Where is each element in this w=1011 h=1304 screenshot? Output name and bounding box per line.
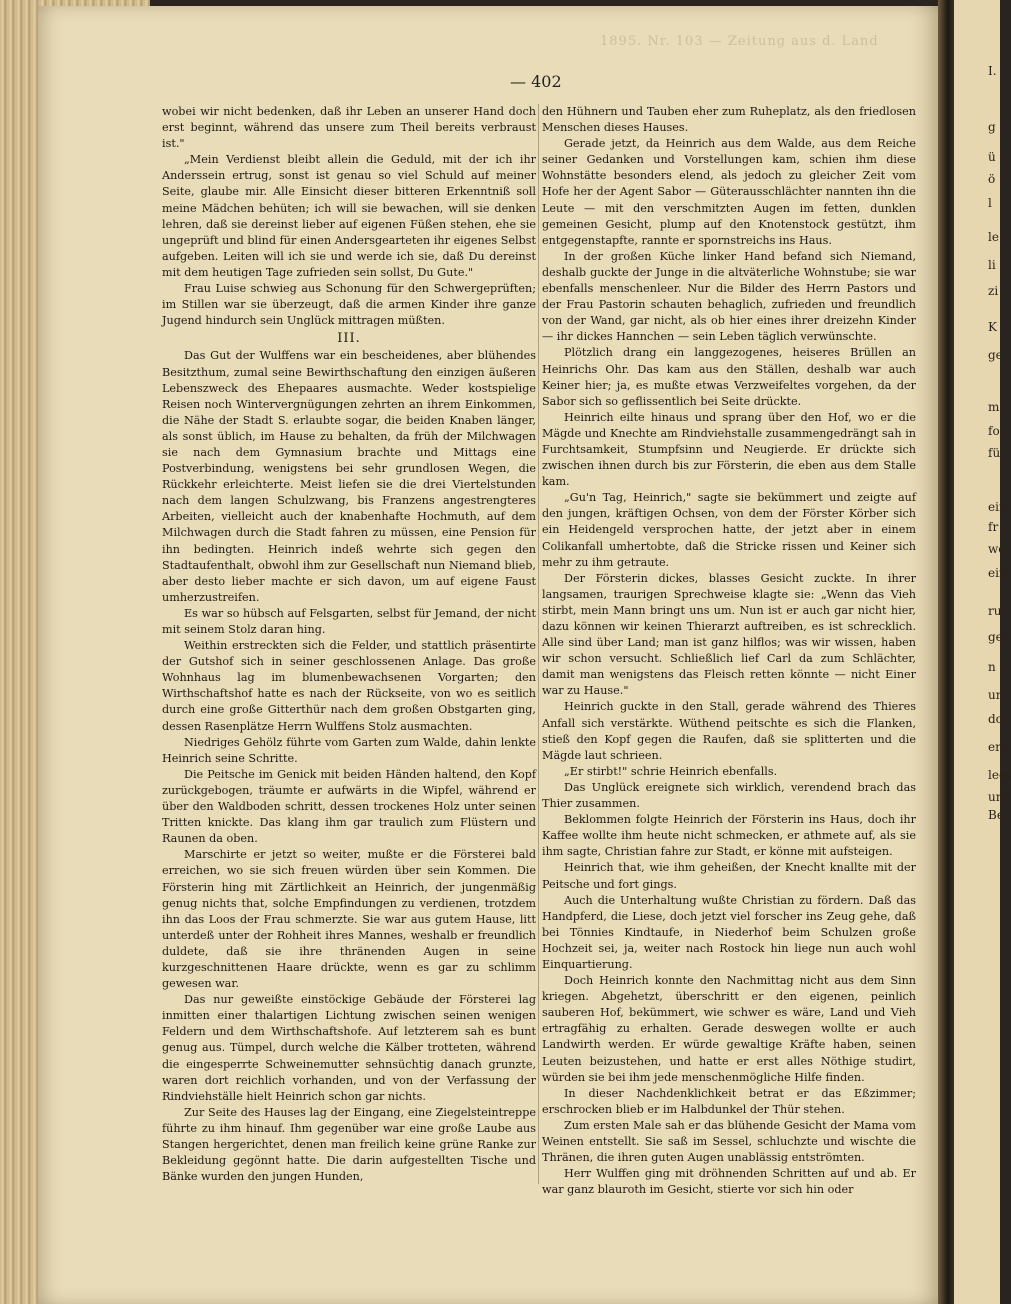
next-page-fragment: fü (988, 446, 1001, 460)
right-column (542, 104, 916, 1198)
column-divider (538, 104, 539, 1184)
paragraph: Weithin erstreckten sich die Felder, und stattlich präsentirte der Gutshof sich in seiner geschlossenen Anlage. Das große Wohnhaus lag im blumenbewachsenen Vorgarten; den Wirthschaftshof hatte es nach der Rückseite, von wo es seitlich durch eine große Gitterthür nach dem großen Obstgarten ging, dessen Rasenplätze Herrn Wulffens Stolz ausmachten. (162, 639, 536, 733)
paragraph: Der Försterin dickes, blasses Gesicht zuckte. In ihrer langsamen, traurigen Sprechweise klagte sie: „Wenn das Vieh stirbt, mein Mann bringt uns um. Nun ist er auch gar nicht hier, dazu können wir keinen Thierarzt auftreiben, es ist schrecklich. Alle sind über Land; man ist ganz hilflos; was wir wissen, haben wir schon versucht. Schließlich lief Carl da zum Schlächter, damit man wenigstens das Fleisch retten könnte — nicht Einer war zu Hause." (542, 571, 916, 698)
next-page-fragment: ru (988, 604, 1002, 618)
paragraph: Das Gut der Wulffens war ein bescheidenes, aber blühendes Besitzthum, zumal seine Bewirthschaftung den einzigen äußeren Lebenszweck des Ehepaares ausmachte. Weder kostspielige Reisen noch Wintervergnügungen zehrten an ihrem Einkommen, die Nähe der Stadt S. erlaubte sogar, die beiden Knaben länger, als sonst üblich, im Hause zu behalten, da früh der Milchwagen sie nach dem Gymnasium brachte und Mittags eine Postverbindung, wenigstens bei sehr grundlosen Wegen, die Rückkehr erleichterte. Meist liefen sie die drei Viertelstunden nach dem langen Schulzwang, bis Franzens angestrengteres Arbeiten, vielleicht auch der knabenhafte Hochmuth, auf dem Milchwagen durch die Stadt fahren zu müssen, eine Pension für ihn bedingten. Heinrich indeß wehrte sich gegen den Stadtaufenthalt, obwohl ihm zur Gesellschaft nun Niemand blieb, aber desto lieber machte er sich davon, um auf eigene Faust umherzustreifen. (162, 349, 536, 604)
paragraph: Doch Heinrich konnte den Nachmittag nicht aus dem Sinn kriegen. Abgehetzt, überschritt er den eigenen, peinlich sauberen Hof, bekümmert, wie schwer es wäre, Land und Vieh ertragfähig zu erhalten. Gerade deswegen wollte er auch Landwirth werden. Er würde gewaltige Kräfte haben, seinen Leuten beizustehen, und hatte er erst alles Nöthige studirt, würden sie bei ihm jede menschenmögliche Hilfe finden. (542, 974, 916, 1084)
next-page-fragment: ge (988, 348, 1003, 362)
next-page-fragment: zi (988, 284, 999, 298)
next-page-fragment: K (988, 320, 997, 334)
page-number: — 402 (510, 72, 562, 91)
paragraph: Auch die Unterhaltung wußte Christian zu fördern. Daß das Handpferd, die Liese, doch jetzt viel forscher ins Zeug gehe, daß bei Tönnies Kindtaufe, in Niederhof beim Schulzen große Hochzeit sei, ja, weiter nach Rostock hin liege nun auch wohl Einquartierung. (542, 893, 916, 971)
next-page-fragment: l (988, 196, 992, 210)
paragraph: Es war so hübsch auf Felsgarten, selbst für Jemand, der nicht mit seinem Stolz daran hing. (162, 606, 536, 636)
next-page-fragment: g (988, 120, 996, 134)
paragraph: Marschirte er jetzt so weiter, mußte er die Försterei bald erreichen, wo sie sich freuen würden über sein Kommen. Die Försterin hing mit Zärtlichkeit an Heinrich, der jungenmäßig genug nichts that, solche Empfindungen zu verdienen, trotzdem ihn das Loos der Frau schmerzte. Sie war aus gutem Hause, litt unterdeß unter der Rohheit ihres Mannes, weshalb er freundlich duldete, daß sie ihre thränenden Augen in seine kurzgeschnittenen Haare drückte, wenn es gar zu schlimm gewesen war. (162, 848, 536, 991)
next-page-fragment: ung (988, 790, 1011, 804)
next-page-fragment: gel (988, 630, 1007, 644)
next-page-fragment: we (988, 542, 1006, 556)
paragraph: Niedriges Gehölz führte vom Garten zum Walde, dahin lenkte Heinrich seine Schritte. (162, 735, 536, 765)
paragraph: Zur Seite des Hauses lag der Eingang, eine Ziegelsteintreppe führte zu ihm hinauf. Ihm gegenüber war eine große Laube aus Stangen hergerichtet, denen man freilich keine grüne Ranke zur Bekleidung gegönnt hatte. Die darin aufgestellten Tische und Bänke wurden den jungen Hunden, (162, 1105, 536, 1184)
paragraph: Heinrich guckte in den Stall, gerade während des Thieres Anfall sich verstärkte. Wüthend peitschte es sich die Flanken, stieß den Kopf gegen die Raufen, daß sie splitterten und die Mägde laut schrieen. (542, 700, 916, 762)
paragraph: Gerade jetzt, da Heinrich aus dem Walde, aus dem Reiche seiner Gedanken und Vorstellungen kam, schien ihm diese Wohnstätte besonders elend, als jedoch zu gleicher Zeit vom Hofe her der Agent Sabor — Güterausschlächter nannten ihn die Leute — mit den verschmitzten Augen im fetten, dunklen gemeinen Gesicht, plump auf den Knotenstock gestützt, ihm entgegenstapfte, rannte er spornstreichs ins Haus. (542, 137, 916, 247)
paragraph: Heinrich eilte hinaus und sprang über den Hof, wo er die Mägde und Knechte am Rindviehstalle zusammengedrängt sah in Furchtsamkeit, Stumpfsinn und Neugierde. Er drückte sich zwischen ihnen durch bis zur Försterin, die eben aus dem Stalle kam. (542, 410, 916, 489)
next-page-fragment: un (988, 688, 1004, 702)
paragraph: „Gu'n Tag, Heinrich," sagte sie bekümmert und zeigte auf den jungen, kräftigen Ochsen, von dem der Förster Körber sich ein Heidengeld versprochen hatte, der jetzt aber in einem Colikanfall umhertobte, daß die Stricke rissen und Keiner sich mehr zu ihm getraute. (542, 491, 916, 569)
paragraph: „Mein Verdienst bleibt allein die Geduld, mit der ich ihr Anderssein ertrug, sonst ist genau so viel Schuld auf meiner Seite, glaube mir. Alle Einsicht dieser bitteren Erkenntniß soll meine Mädchen behüten; ich will sie bewachen, will sie denken lehren, daß sie dereinst lieber auf eigenen Füßen stehen, ehe sie ungeprüft und blind für einen Andersgearteten ihr eigenes Selbst aufgeben. Leiten will ich sie und werde ich sie, daß Du dereinst mit dem heutigen Tage zufrieden sein sollst, Du Gute." (162, 153, 536, 279)
next-page-fragment: do (988, 712, 1003, 726)
paragraph: Frau Luise schwieg aus Schonung für den Schwergeprüften; im Stillen war sie überzeugt, daß die armen Kinder ihre ganze Jugend hindurch sein Unglück mittragen müßten. (162, 282, 536, 328)
paragraph: Heinrich that, wie ihm geheißen, der Knecht knallte mit der Peitsche und fort gings. (542, 861, 916, 891)
next-page-fragment: fo (988, 424, 1000, 438)
next-page-fragment: fr (988, 520, 999, 534)
next-page-fragment: Bei (988, 808, 1008, 822)
next-page-fragment: legt (988, 768, 1011, 782)
left-column (162, 104, 536, 1185)
next-page-edge (954, 0, 1000, 1304)
next-page-fragment: ern (988, 740, 1009, 754)
paragraph: den Hühnern und Tauben eher zum Ruheplatz, als den friedlosen Menschen dieses Hauses. (542, 105, 916, 135)
paragraph: „Er stirbt!" schrie Heinrich ebenfalls. (564, 764, 778, 778)
paragraph: In der großen Küche linker Hand befand sich Niemand, deshalb guckte der Junge in die altväterliche Wohnstube; sie war ebenfalls menschenleer. Nur die Bilder des Herrn Pastors und der Frau Pastorin schauten behaglich, zufrieden und freundlich von der Wand, gar nicht, als ob hier eines ihrer dreizehn Kinder — ihr dickes Hannchen — sein Leben täglich verwünschte. (542, 249, 916, 344)
next-page-fragment: I. (988, 64, 997, 78)
paragraph: Das Unglück ereignete sich wirklich, verendend brach das Thier zusammen. (542, 780, 916, 811)
next-page-fragment: ein (988, 566, 1007, 580)
paragraph: Plötzlich drang ein langgezogenes, heiseres Brüllen an Heinrichs Ohr. Das kam aus den Ställen, deshalb war auch Keiner hier; ja, es mußte etwas Verzweifeltes vorgehen, da der Sabor sich so geflissentlich bei Seite drückte. (542, 346, 916, 408)
paragraph: In dieser Nachdenklichkeit betrat er das Eßzimmer; erschrocken blieb er im Halbdunkel der Thür stehen. (542, 1086, 916, 1116)
paragraph: Beklommen folgte Heinrich der Försterin ins Haus, doch ihr Kaffee wollte ihm heute nicht schmecken, er athmete auf, als sie ihm sagte, Christian fahre zur Stadt, er könne mit aufsteigen. (542, 813, 916, 859)
paragraph: Die Peitsche im Genick mit beiden Händen haltend, den Kopf zurückgebogen, träumte er aufwärts in die Wipfel, während er über den Waldboden schritt, dessen trockenes Holz unter seinen Tritten knickte. Das klang ihm gar traulich zum Flüstern und Raunen da oben. (162, 767, 536, 846)
paragraph: wobei wir nicht bedenken, daß ihr Leben an unserer Hand doch erst beginnt, während das unsere zum Theil bereits verbraust ist." (162, 105, 536, 151)
next-page-fragment: m (988, 400, 1000, 414)
next-page-fragment: ö (988, 172, 996, 186)
bleed-through-header: 1895. Nr. 103 — Zeitung aus d. Land (600, 34, 879, 49)
book-gutter (938, 0, 954, 1304)
next-page-fragment: ü (988, 150, 996, 164)
next-page-fragment: li (988, 258, 996, 272)
next-page-fragment: n (988, 660, 996, 674)
paragraph: Herr Wulffen ging mit dröhnenden Schritten auf und ab. Er war ganz blauroth im Gesicht, stierte vor sich hin oder (542, 1167, 916, 1197)
paragraph: Das nur geweißte einstöckige Gebäude der Försterei lag inmitten einer thalartigen Lichtung zwischen seinen wenigen Feldern und dem Wirthschaftshofe. Auf letzterem sah es bunt genug aus. Tümpel, durch welche die Kälber trotteten, während die eingesperrte Schweinemutter sehnsüchtig danach grunzte, waren dort reichlich vorhanden, und von der Verfassung der Rindviehställe hielt Heinrich schon gar nichts. (162, 993, 536, 1103)
next-page-fragment: le (988, 230, 999, 244)
section-heading: III. (337, 331, 361, 347)
paragraph: Zum ersten Male sah er das blühende Gesicht der Mama vom Weinen entstellt. Sie saß im Sessel, schluchzte und wischte die Thränen, die ihren guten Augen unablässig entströmten. (542, 1118, 916, 1165)
next-page-fragment: ein (988, 500, 1007, 514)
